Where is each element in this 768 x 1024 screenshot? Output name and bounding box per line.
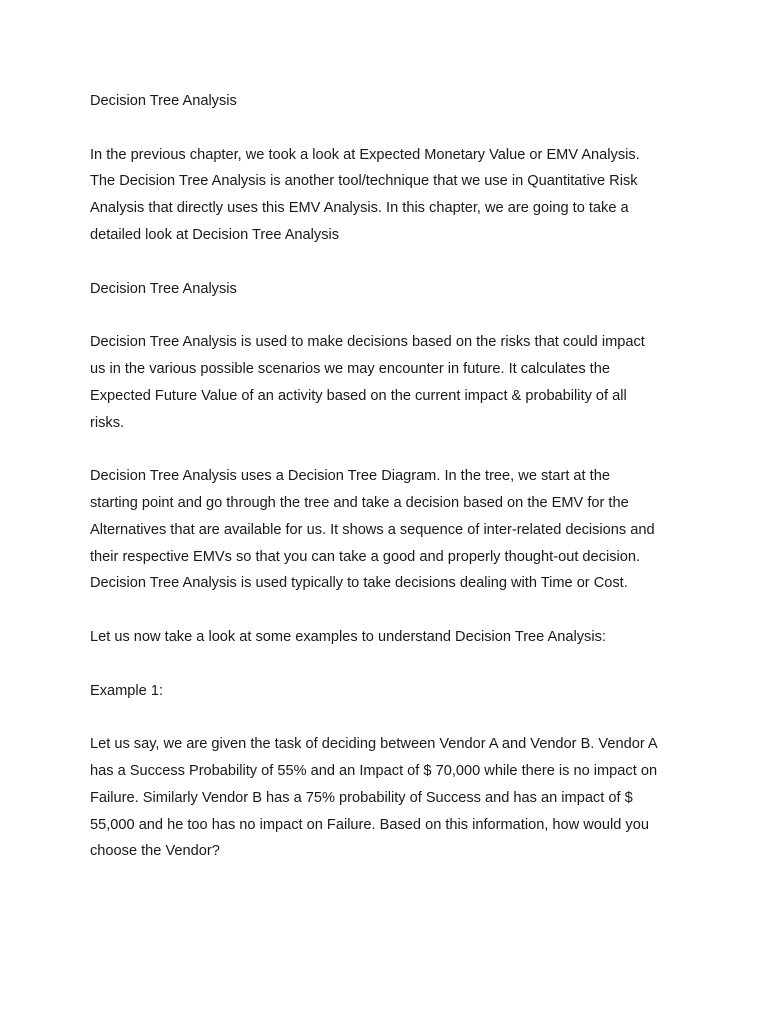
document-body	[90, 88, 690, 892]
example-paragraph: Let us say, we are given the task of deciding between Vendor A and Vendor B. Vendor A has a Success Probability of 55% and an Impact of $ 70,000 while there is no impact on Failure. Similarly Vendor B has a 75% probability of Success and has an impact of $ 55,000 and he too has no impact on Failure. Based on this information, how would you choose the Vendor?	[90, 736, 658, 860]
examples-intro-paragraph: Let us now take a look at some examples to understand Decision Tree Analysis:	[90, 628, 606, 645]
document-title: Decision Tree Analysis	[90, 93, 237, 109]
section-heading: Decision Tree Analysis	[90, 280, 237, 297]
diagram-paragraph: Decision Tree Analysis uses a Decision Tree Diagram. In the tree, we start at the starting point and go through the tree and take a decision based on the EMV for the Alternatives that are available for us. It shows a sequence of inter-related decisions and their respective EMVs so that you can take a good and properly thought-out decision. Decision Tree Analysis is used typically to take decisions dealing with Time or Cost.	[90, 468, 655, 592]
example-heading: Example 1:	[90, 682, 164, 699]
definition-paragraph: Decision Tree Analysis is used to make decisions based on the risks that could impact us in the various possible scenarios we may encounter in future. It calculates the Expected Future Value of an activity based on the current impact & probability of all risks.	[90, 334, 645, 431]
intro-paragraph: In the previous chapter, we took a look at Expected Monetary Value or EMV Analysis. The Decision Tree Analysis is another tool/technique that we use in Quantitative Risk Analysis that directly uses this EMV Analysis. In this chapter, we are going to take a detailed look at Decision Tree Analysis	[90, 146, 640, 243]
